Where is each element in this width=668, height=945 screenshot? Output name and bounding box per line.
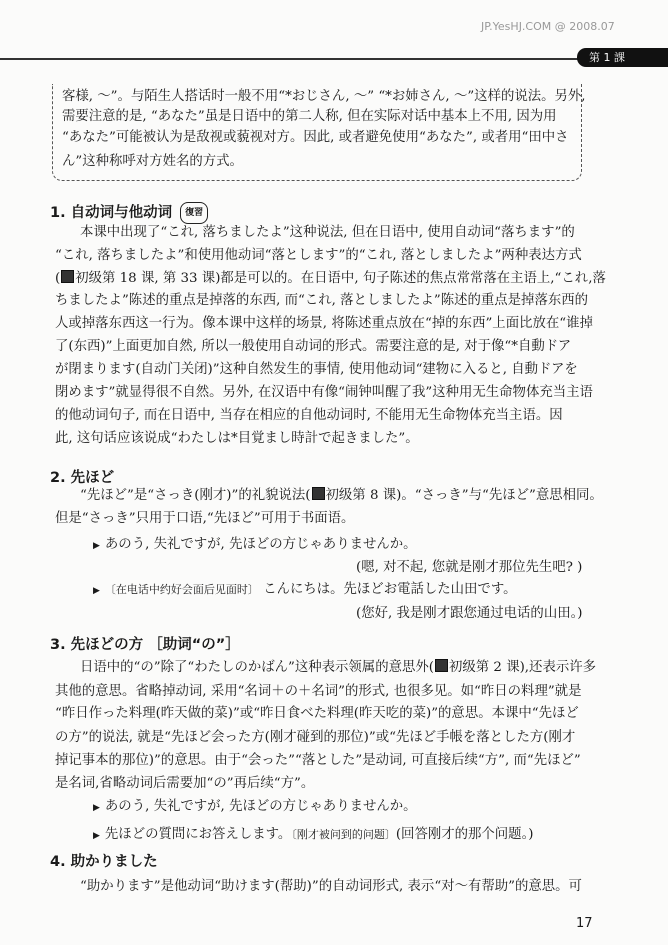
para-line: “助かります”是他动词“助けます(帮助)”的自动词形式, 表示“对～有帮助”的意思。可 (80, 879, 582, 894)
heading-text: 1. 自动词与他动词 (50, 205, 173, 221)
review-badge: 復習 (180, 202, 208, 224)
example-translation: (您好, 我是刚才跟您通过电话的山田。) (356, 606, 583, 621)
book-icon (312, 487, 325, 500)
header-rule (0, 58, 600, 60)
example-line (93, 536, 417, 555)
lesson-tab: 第 1 課 (577, 48, 668, 67)
para-line: 是名词,省略动词后需要加“の”再后续“方”。 (55, 776, 315, 791)
bullet-icon: ▶ (93, 803, 100, 813)
example-note: 〔刚才被问到的问题〕 (291, 828, 396, 841)
para-line (80, 659, 596, 677)
book-icon (435, 659, 448, 672)
para-line (80, 487, 603, 505)
para-line: “これ, 落ちましたよ”和使用他动词“落とします”的“これ, 落としましたよ”两种表达方式 (55, 248, 582, 263)
example-note: 〔在电话中约好会面后见面时〕 (104, 583, 259, 596)
example-translation: (回答刚才的那个问题。) (395, 827, 534, 842)
bullet-icon: ▶ (93, 541, 100, 551)
para-line: 但是“さっき”只用于口语,“先ほど”可用于书面语。 (55, 511, 355, 526)
section-heading-4: 4. 助かりました (50, 854, 158, 870)
para-line: 此, 这句话应该说成“わたしは*目覚まし時計で起きました”。 (55, 431, 419, 446)
para-line: ちましたよ”陈述的重点是掉落的东西, 而“これ, 落としましたよ”陈述的重点是掉落东西的 (55, 293, 589, 308)
book-icon (61, 270, 74, 283)
section-heading-3: 3. 先ほどの方 ［助词“の”］ (50, 637, 240, 653)
section-heading-2: 2. 先ほど (50, 470, 115, 486)
note-line: ん”这种称呼对方姓名的方式。 (62, 154, 243, 169)
para-line: ( 初级第 18 课, 第 33 课)都是可以的。在日语中, 句子陈述的焦点常常落在主语上,“これ,落 (55, 271, 606, 286)
para-text: 初级第 18 课, 第 33 课)都是可以的。在日语中, 句子陈述的焦点常常落在主语上,“これ,落 (75, 271, 606, 286)
bullet-icon: ▶ (93, 831, 100, 841)
section-heading-1 (50, 202, 208, 224)
bullet-icon: ▶ (93, 586, 100, 596)
para-line: が閉まります(自动门关闭)”这种自然发生的事情, 使用他动词“建物に入ると, 自動ドアを (55, 362, 578, 377)
para-line: “昨日作った料理(昨天做的菜)”或“昨日食べた料理(昨天吃的菜)”的意思。本课中“先ほど (55, 706, 579, 721)
watermark: JP.YesHJ.COM @ 2008.07 (481, 20, 615, 33)
example-line (93, 798, 417, 817)
para-line: 其他的意思。省略掉动词, 采用“名词＋の＋名词”的形式, 也很多见。如“昨日の料理”就是 (55, 684, 582, 699)
para-text: 初级第 2 课),还表示许多 (448, 660, 597, 675)
para-line: の方”的说法, 就是“先ほど会った方(刚才碰到的那位)”或“先ほど手帳を落とした方(刚才 (55, 730, 576, 745)
example-line (93, 826, 533, 845)
para-line: 掉记事本的那位)”的意思。由于“会った”“落とした”是动词, 可直接后续“方”, 而“先ほど” (55, 753, 581, 768)
para-line: 了(东西)”上面更加自然, 所以一般使用自动词的形式。需要注意的是, 对于像“*自動ドア (55, 339, 572, 354)
para-text: “先ほど”是“さっき(刚才)”的礼貌说法( (80, 488, 311, 503)
note-line: 客様, ～”。与陌生人搭话时一般不用“*おじさん, ～” “*お姉さん, ～”这样的说法。另外, (62, 89, 586, 104)
page-number: 17 (576, 916, 593, 931)
para-text: 日语中的“の”除了“わたしのかばん”这种表示领属的意思外( (80, 660, 434, 675)
example-jp: あのう, 失礼ですが, 先ほどの方じゃありませんか。 (104, 537, 417, 552)
example-line (93, 581, 517, 600)
para-line: 的他动词句子, 而在日语中, 当存在相应的自他动词时, 不能用无生命物体充当主语。因 (55, 408, 563, 423)
example-jp: こんにちは。先ほどお電話した山田です。 (263, 582, 517, 597)
note-line: 需要注意的是, “あなた”虽是日语中的第二人称, 但在实际对话中基本上不用, 因为用 (62, 109, 557, 124)
example-translation: (嗯, 对不起, 您就是刚才那位先生吧? ) (356, 560, 583, 575)
para-line: 人或掉落东西这一行为。像本课中这样的场景, 将陈述重点放在“掉的东西”上面比放在“谁掉 (55, 316, 593, 331)
para-line: 本课中出现了“これ, 落ちましたよ”这种说法, 但在日语中, 使用自动词“落ちます”的 (80, 225, 575, 240)
para-line: 閉めます”就显得很不自然。另外, 在汉语中有像“闹钟叫醒了我”这种用无生命物体充当主语 (55, 385, 593, 400)
para-text: 初级第 8 课)。“さっき”与“先ほど”意思相同。 (325, 488, 603, 503)
example-jp: あのう, 失礼ですが, 先ほどの方じゃありませんか。 (104, 799, 417, 814)
example-jp: 先ほどの質問にお答えします。 (104, 827, 292, 842)
note-line: “あなた”可能被认为是敌视或藐视对方。因此, 或者避免使用“あなた”, 或者用“田中さ (62, 130, 569, 145)
